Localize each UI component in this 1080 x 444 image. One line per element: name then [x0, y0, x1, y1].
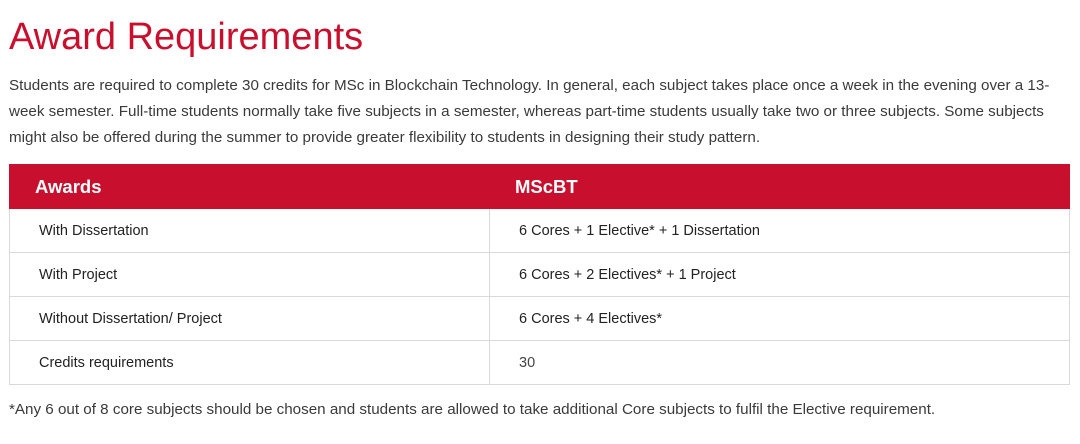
- award-requirement: 6 Cores + 4 Electives*: [490, 297, 1070, 341]
- table-header-row: [10, 165, 1070, 209]
- header-mscbt: MScBT: [490, 165, 1070, 209]
- table-row: [10, 297, 1070, 341]
- footnote: *Any 6 out of 8 core subjects should be chosen and students are allowed to take additional Core subjects to fulfil the Elective requirement.: [9, 401, 936, 418]
- intro-paragraph: Students are required to complete 30 credits for MSc in Blockchain Technology. In general, each subject takes place once a week in the evening over a 13-week semester. Full-time students normally take five subjects in a semester, whereas part-time students usually take two or three subjects. Some subjects might also be offered during the summer to provide greater flexibility to students in designing their study pattern.: [9, 77, 1050, 146]
- award-name: Without Dissertation/ Project: [10, 297, 490, 341]
- header-awards: Awards: [10, 165, 490, 209]
- credits-value: 30: [490, 341, 1070, 385]
- table-row: [10, 209, 1070, 253]
- award-requirement: 6 Cores + 1 Elective* + 1 Dissertation: [490, 209, 1070, 253]
- table-row: [10, 253, 1070, 297]
- award-name: With Dissertation: [10, 209, 490, 253]
- award-name: Credits requirements: [10, 341, 490, 385]
- page-title: Award Requirements: [9, 16, 364, 58]
- award-name: With Project: [10, 253, 490, 297]
- awards-table: [9, 164, 1070, 385]
- table-row: [10, 341, 1070, 385]
- award-requirement: 6 Cores + 2 Electives* + 1 Project: [490, 253, 1070, 297]
